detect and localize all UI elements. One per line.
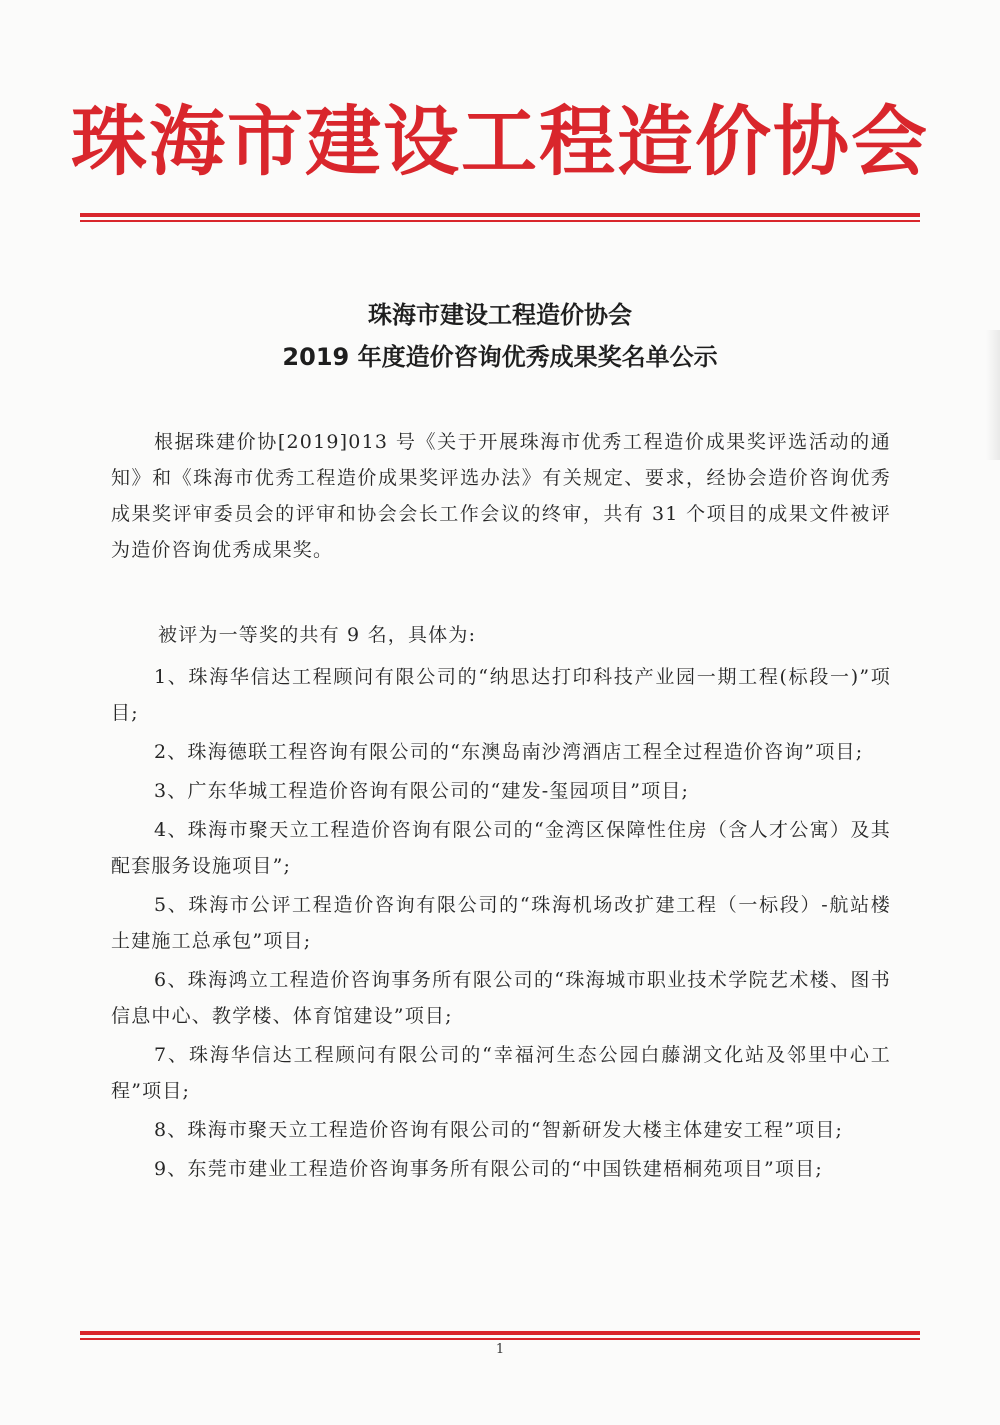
letterhead-rule-thick: [80, 213, 920, 217]
award-item: 2、珠海德联工程咨询有限公司的“东澳岛南沙湾酒店工程全过程造价咨询”项目;: [154, 741, 864, 763]
first-prize-list: [111, 659, 891, 1190]
award-item: 4、珠海市聚天立工程造价咨询有限公司的“金湾区保障性住房（含人才公寓）及其配套服务设施项目”;: [111, 819, 891, 877]
award-item: 7、珠海华信达工程顾问有限公司的“幸福河生态公园白藤湖文化站及邻里中心工程”项目;: [111, 1044, 891, 1102]
award-item: 1、珠海华信达工程顾问有限公司的“纳思达打印科技产业园一期工程(标段一)”项目;: [111, 666, 891, 724]
intro-paragraph: 根据珠建价协[2019]013 号《关于开展珠海市优秀工程造价成果奖评选活动的通知》和《珠海市优秀工程造价成果奖评选办法》有关规定、要求，经协会造价咨询优秀成果奖评审委员会的评审和协会会长工作会议的终审，共有 31 个项目的成果文件被评为造价咨询优秀成果奖。: [111, 431, 891, 561]
award-item: 5、珠海市公评工程造价咨询有限公司的“珠海机场改扩建工程（一标段）-航站楼土建施工总承包”项目;: [111, 894, 891, 952]
award-item: 6、珠海鸿立工程造价咨询事务所有限公司的“珠海城市职业技术学院艺术楼、图书信息中心、教学楼、体育馆建设”项目;: [111, 969, 891, 1027]
footer-rule-thin: [80, 1338, 920, 1340]
footer-rule-thick: [80, 1331, 920, 1335]
letterhead-org-name: 珠海市建设工程造价协会: [71, 97, 929, 186]
first-prize-heading: 被评为一等奖的共有 9 名，具体为:: [158, 624, 477, 646]
award-item: 9、东莞市建业工程造价咨询事务所有限公司的“中国铁建梧桐苑项目”项目;: [154, 1158, 823, 1180]
page-number: 1: [495, 1342, 505, 1357]
document-title-line1: 珠海市建设工程造价协会: [368, 301, 632, 329]
award-item: 8、珠海市聚天立工程造价咨询有限公司的“智新研发大楼主体建安工程”项目;: [154, 1119, 844, 1141]
letterhead-rule-thin: [80, 220, 920, 222]
award-item: 3、广东华城工程造价咨询有限公司的“建发-玺园项目”项目;: [154, 780, 690, 802]
document-title-line2: 2019 年度造价咨询优秀成果奖名单公示: [282, 343, 718, 371]
